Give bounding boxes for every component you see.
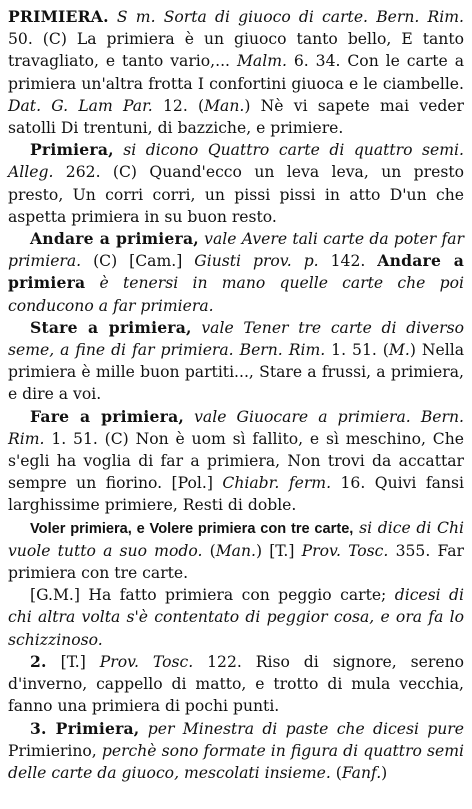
entry-text: Prov. Tosc. [301, 541, 389, 560]
entry-text: è tenersi in mano quelle carte che poi conducono a far primiera. [8, 274, 464, 315]
entry-fare-a-primiera [8, 406, 464, 517]
entry-text: vale Avere tali carte da poter far primiera. [8, 230, 465, 271]
headword: Andare a primiera [8, 251, 465, 293]
entry-text: si dicono Quattro carte di quattro semi. Alleg. [8, 141, 464, 182]
entry-text: 355. Far primiera con tre carte. [8, 541, 464, 583]
entry-andare-a-primiera [8, 228, 464, 317]
entry-text: Sorta di giuoco di carte. Bern. Rim. [163, 8, 465, 26]
entry-text: Malm. [236, 52, 287, 71]
entry-text: ( [202, 541, 216, 560]
entry-text: 12. ( [152, 96, 205, 115]
entry-text: 50. (C) La primiera è un giuoco tanto bello, E tanto travagliato, e tanto vario,... [8, 30, 464, 71]
entry-gm-peggio-carte [8, 584, 464, 651]
entry-text: 6. 34. Con le carte a primiera un'altra frotta I confortini giuoca e le ciambelle. [8, 52, 464, 93]
entry-text: Dat. G. Lam Par. [8, 96, 153, 115]
entry-text: Fanf. [341, 763, 382, 782]
entry-sense-3 [8, 718, 464, 785]
entry-text: 1. 51. (C) Non è uom sì fallito, e sì meschino, Che s'egli ha voglia di far a primiera, Non trovi da accattar sempre un fiorino. [Pol.] [8, 429, 464, 493]
headword: 2. [30, 651, 47, 671]
entry-text: ) [381, 763, 388, 782]
entry-text: (C) [Cam.] [81, 252, 195, 271]
entry-text: per Minestra di paste che dicesi pure [139, 719, 464, 738]
entry-text: 16. Quivi fansi larghissime primiere, Resti di doble. [8, 474, 464, 515]
headword: Voler primiera, e Volere primiera con tre carte, [30, 520, 354, 537]
entry-text: [T.] [46, 652, 100, 671]
entry-text: ) [T.] [255, 541, 302, 560]
entry-text: S m. [108, 8, 164, 26]
entry-text: ) Nè vi sapete mai veder satolli Di trentuni, di bazziche, e primiere. [8, 96, 464, 138]
entry-text: vale Tener tre carte di diverso seme, a fine di far primiera. Bern. Rim. [8, 318, 464, 360]
entry-text: perchè sono formate in figura di quattro semi delle carte da giuoco, mescolati insieme. [8, 741, 464, 782]
entry-text: Primierino, [8, 741, 102, 760]
headword: Andare a primiera, [30, 229, 199, 249]
entry-sense-2 [8, 651, 464, 718]
entry-text: 122. Riso di signore, sereno d'inverno, cappello di matto, e trotto di mula vecchia, fanno una primiera di pochi punti. [8, 652, 465, 716]
entry-text: Chiabr. ferm. [222, 474, 332, 493]
headword: Stare a primiera, [30, 317, 192, 337]
entry-text: Man. [215, 541, 256, 560]
entry-text: Man. [204, 96, 245, 115]
entry-text: Prov. Tosc. [99, 652, 194, 671]
entry-primiera-quattro-carte [8, 139, 464, 228]
entry-text: 262. (C) Quand'ecco un leva leva, un presto presto, Un corri corri, un pissi pissi in atto D'un che aspetta primiera in su buon resto. [8, 163, 464, 226]
headword: PRIMIERA. [8, 7, 109, 26]
entry-text: Giusti prov. p. [194, 252, 319, 271]
entry-primiera-main [8, 6, 464, 139]
entry-voler-primiera [8, 517, 464, 585]
entry-text: ( [330, 763, 342, 782]
entry-text: 1. 51. ( [325, 341, 389, 360]
entry-list [8, 6, 464, 784]
entry-text: si dice di Chi vuole tutto a suo modo. [8, 518, 464, 560]
entry-stare-a-primiera [8, 317, 464, 406]
entry-text: [G.M.] Ha fatto primiera con peggio carte; [30, 586, 395, 605]
entry-text: dicesi di chi altra volta s'è contentato di peggior cosa, e ora fa lo schizzinoso. [8, 586, 465, 649]
entry-text: ) Nella primiera è mille buon partiti..., Stare a frussi, a primiera, e dire a voi. [8, 341, 465, 404]
headword: Fare a primiera, [30, 406, 185, 426]
headword: 3. Primiera, [30, 718, 140, 738]
entry-text: M. [388, 341, 410, 360]
entry-text: 142. [318, 252, 378, 271]
headword: Primiera, [30, 140, 114, 160]
entry-text: vale Giuocare a primiera. Bern. Rim. [8, 407, 464, 448]
